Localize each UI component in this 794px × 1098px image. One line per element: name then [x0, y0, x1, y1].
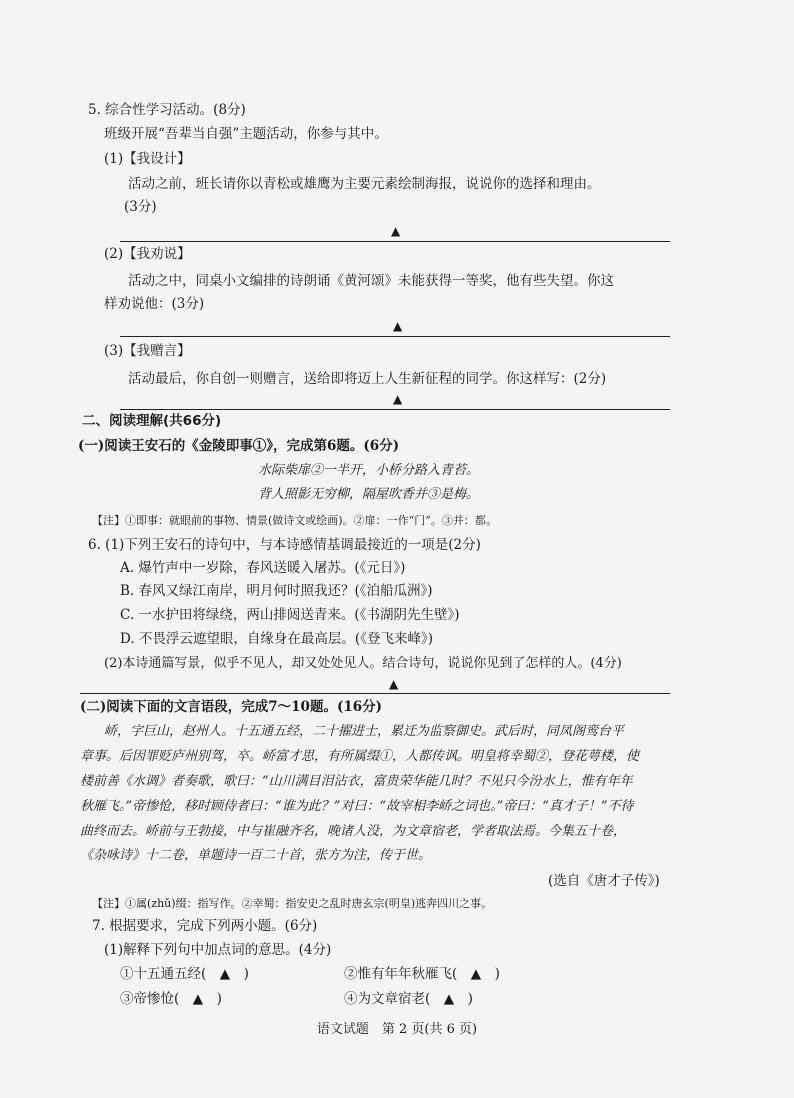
q7-item-4[interactable]: ④为文章宿老( ▲ )	[344, 991, 473, 1007]
wenyan-line-1: 峤，字巨山，赵州人。十五通五经，二十擢进士，累迁为监察御史。武后时，同凤阁鸾台平	[104, 724, 625, 739]
poem-line-1: 水际柴扉②一半开，小桥分路入青苔。	[258, 463, 480, 478]
part1-title: (一)阅读王安石的《金陵即事①》，完成第6题。(6分)	[78, 438, 400, 454]
q5-title: 5. 综合性学习活动。(8分)	[88, 102, 246, 118]
part2-title: (二)阅读下面的文言语段，完成7～10题。(16分)	[80, 699, 383, 715]
answer-line[interactable]	[120, 336, 670, 337]
wenyan-line-2: 章事。后因罪贬庐州别驾，卒。峤富才思，有所属缀①，人都传讽。明皇将幸蜀②，登花萼楼，使	[80, 749, 640, 764]
q7-item-1[interactable]: ①十五通五经( ▲ )	[120, 966, 249, 982]
q5-part3-head: (3)【我赠言】	[104, 343, 191, 359]
answer-line[interactable]	[120, 241, 670, 242]
wenyan-line-6: 《杂咏诗》十二卷，单题诗一百二十首，张方为注，传于世。	[80, 848, 432, 863]
section2-title: 二、阅读理解(共66分)	[82, 413, 222, 429]
answer-triangle-icon: ▲	[389, 677, 399, 691]
q5-part1-text: 活动之前，班长请你以青松或雄鹰为主要元素绘制海报，说说你的选择和理由。	[128, 176, 601, 192]
q5-part1-score: (3分)	[124, 199, 157, 215]
poem-line-2: 背人照影无穷柳，隔屋吹香并③是梅。	[258, 487, 480, 502]
q5-part1-head: (1)【我设计】	[104, 151, 191, 167]
page-footer: 语文试题 第 2 页(共 6 页)	[316, 1022, 478, 1037]
answer-line[interactable]	[120, 409, 670, 410]
q5-part2-head: (2)【我劝说】	[104, 246, 191, 262]
answer-line[interactable]	[80, 693, 670, 694]
q6-option-c[interactable]: C. 一水护田将绿绕，两山排闼送青来。(《书湖阴先生壁》)	[120, 607, 460, 623]
q5-intro: 班级开展“吾辈当自强”主题活动，你参与其中。	[104, 126, 388, 142]
q5-part2-text: 活动之中，同桌小文编排的诗朗诵《黄河颂》未能获得一等奖，他有些失望。你这	[128, 273, 614, 289]
q6-option-b[interactable]: B. 春风又绿江南岸，明月何时照我还？(《泊船瓜洲》)	[120, 583, 433, 599]
q5-part2-text-cont: 样劝说他：(3分)	[104, 296, 205, 312]
answer-triangle-icon: ▲	[393, 392, 403, 406]
wenyan-line-3: 楼前善《水调》者奏歌，歌曰：“山川满目泪沾衣，富贵荣华能几时？不见只今汾水上，惟有年年	[80, 774, 633, 789]
wenyan-note: 【注】①属(zhǔ)缀：指写作。②幸蜀：指安史之乱时唐玄宗(明皇)逃奔四川之事。	[92, 897, 493, 910]
poem-note: 【注】①即事：就眼前的事物、情景(做诗文或绘画)。②扉：一作“门”。③并：都。	[92, 514, 497, 527]
q6-option-a[interactable]: A. 爆竹声中一岁除，春风送暖入屠苏。(《元日》)	[120, 560, 406, 576]
q6-option-d[interactable]: D. 不畏浮云遮望眼，自缘身在最高层。(《登飞来峰》)	[120, 631, 433, 647]
q7-item-3[interactable]: ③帝惨怆( ▲ )	[120, 991, 222, 1007]
q7-title: 7. 根据要求，完成下列两小题。(6分)	[92, 918, 318, 934]
wenyan-line-5: 曲终而去。峤前与王勃接，中与崔融齐名，晚诸人没，为文章宿老，学者取法焉。今集五十卷，	[80, 824, 627, 839]
q6-part1: 6. (1)下列王安石的诗句中，与本诗感情基调最接近的一项是(2分)	[88, 537, 481, 553]
wenyan-line-4: 秋雁飞。”帝惨怆，移时顾侍者曰：“谁为此？”对曰：“故宰相李峤之词也。”帝曰：“真才子！”不待	[80, 799, 634, 814]
q7-item-2[interactable]: ②惟有年年秋雁飞( ▲ )	[344, 966, 500, 982]
q6-part2: (2)本诗通篇写景，似乎不见人，却又处处见人。结合诗句，说说你见到了怎样的人。(4分)	[104, 656, 622, 671]
q5-part3-text: 活动最后，你自创一则赠言，送给即将迈上人生新征程的同学。你这样写：(2分)	[128, 371, 607, 387]
source-citation: (选自《唐才子传》)	[548, 873, 660, 889]
answer-triangle-icon: ▲	[393, 319, 403, 333]
answer-triangle-icon: ▲	[391, 224, 401, 238]
q7-part1: (1)解释下列句中加点词的意思。(4分)	[104, 942, 332, 958]
